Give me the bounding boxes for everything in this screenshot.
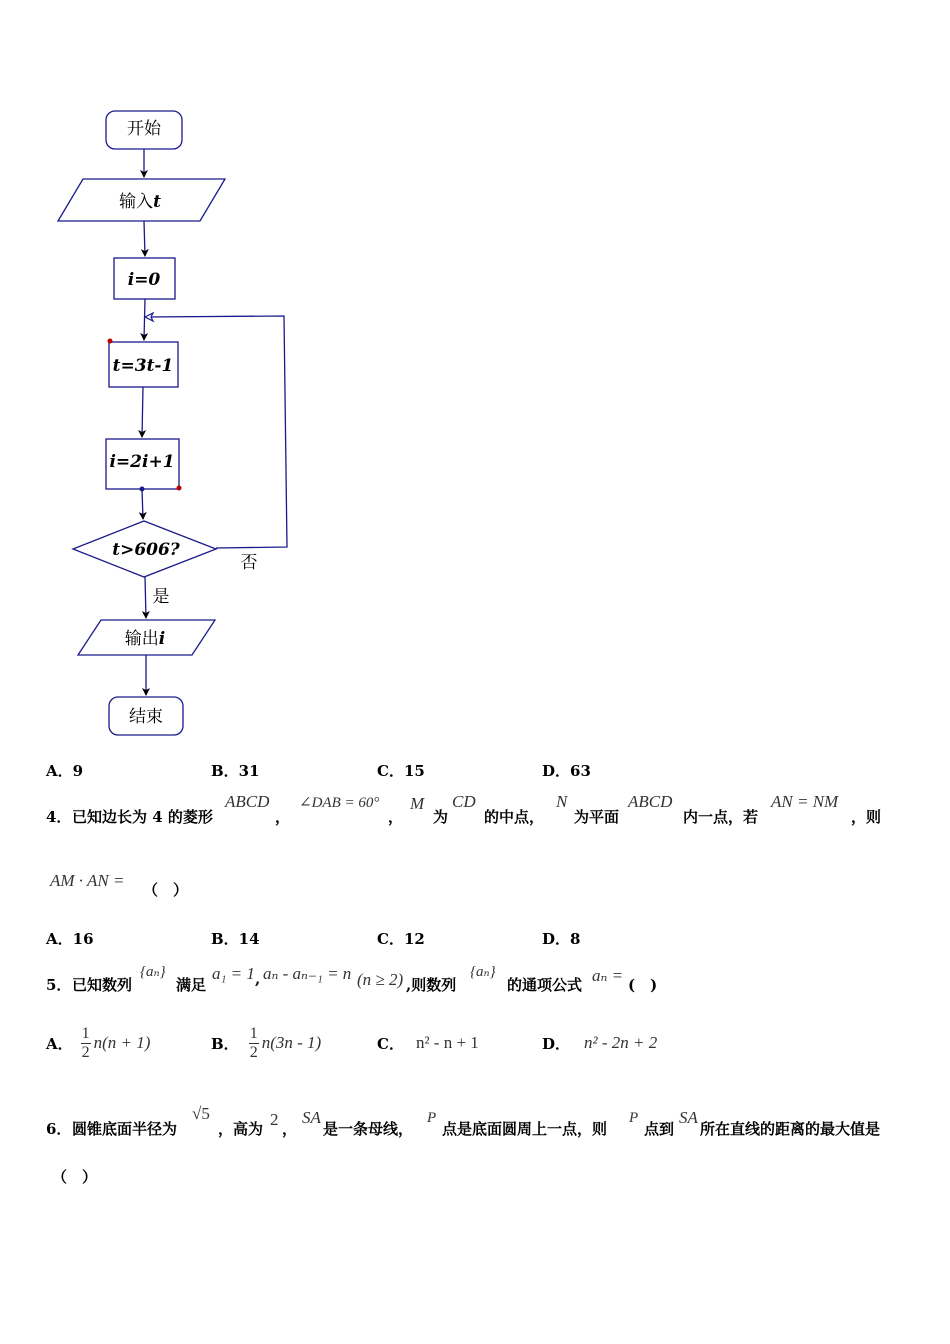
init-label: i=0 <box>127 270 161 290</box>
q5-option-c <box>377 1020 479 1066</box>
q5-option-a-expr: n(n + 1) <box>93 1033 151 1052</box>
output-var: i <box>158 629 166 649</box>
output-label: 输出 <box>124 629 159 649</box>
q6-text-7: 所在直线的距离的最大值是 <box>700 1120 881 1138</box>
q6-height: 2 <box>270 1110 279 1129</box>
q4-text-1: 已知边长为 4 的菱形 <box>72 808 213 826</box>
dot-marker <box>177 486 182 491</box>
q4-math-dot: AM · AN = <box>50 871 125 890</box>
q5-option-b-expr: n(3n - 1) <box>261 1033 322 1052</box>
q4-text-7: 内一点，若 <box>683 808 759 826</box>
input-var: t <box>153 192 161 212</box>
q4-text-4: 为 <box>433 808 449 826</box>
q6-text-2: ，高为 <box>218 1120 264 1138</box>
dot-marker <box>108 339 113 344</box>
q5-option-d-label: D． <box>542 1034 571 1053</box>
q4-math-m: M <box>410 794 425 813</box>
start-label: 开始 <box>127 119 161 139</box>
q6-text-6: 点到 <box>644 1120 675 1138</box>
q5-cond-2: aₙ - aₙ₋₁ = n <box>263 964 352 983</box>
flowchart <box>0 0 330 750</box>
step1-label: t=3t-1 <box>112 356 174 376</box>
arrow-step2-cond <box>142 489 143 519</box>
q3-option-a: A．9 <box>46 762 84 780</box>
q5-seq: {aₙ} <box>140 964 166 980</box>
fraction-denominator: 2 <box>249 1043 258 1061</box>
q5-comma: , <box>255 970 261 988</box>
q4-text-8: ，则 <box>851 808 882 826</box>
arrow-input-init <box>144 221 145 256</box>
arrow-cond-output <box>145 577 146 618</box>
q5-option-b-fraction <box>249 1025 259 1062</box>
q4-math-abcd-2: ABCD <box>628 792 673 811</box>
q5-text-1: 已知数列 <box>72 976 133 994</box>
q4-number: 4． <box>46 808 72 826</box>
q6-text-8: （ ） <box>52 1168 98 1186</box>
q3-option-d: D．63 <box>542 762 591 780</box>
q4-option-d: D．8 <box>542 930 581 948</box>
q6-number: 6． <box>46 1120 72 1138</box>
q6-text-1: 圆锥底面半径为 <box>72 1120 178 1138</box>
q4-math-angle: ∠DAB = 60° <box>299 795 380 811</box>
q5-option-a-label: A． <box>46 1034 73 1053</box>
fraction-numerator: 1 <box>249 1024 258 1042</box>
q4-math-abcd: ABCD <box>225 792 270 811</box>
q4-math-n: N <box>556 792 568 811</box>
step2-label: i=2i+1 <box>109 452 175 472</box>
q5-text-4: 的通项公式 <box>507 976 583 994</box>
q6-text-5: 点是底面圆周上一点，则 <box>442 1120 608 1138</box>
q6-radius: √5 <box>192 1104 210 1123</box>
q6-text-3: ， <box>282 1120 298 1138</box>
q5-an: aₙ = <box>592 966 624 985</box>
q5-text-5: ( ) <box>628 976 658 994</box>
q4-text-3: ， <box>388 808 404 826</box>
q5-option-c-label: C． <box>377 1034 404 1053</box>
arrow-step1-step2 <box>142 387 143 437</box>
q4-option-c: C．12 <box>377 930 425 948</box>
q6-text-4: 是一条母线， <box>323 1120 414 1138</box>
q5-option-c-expr: n² - n + 1 <box>415 1033 479 1052</box>
q5-option-d <box>542 1020 657 1066</box>
fraction-numerator: 1 <box>81 1024 90 1042</box>
q4-text-5: 的中点， <box>484 808 545 826</box>
condition-label: t>606? <box>112 540 180 560</box>
q5-option-a <box>46 1020 150 1066</box>
q5-text-3: ,则数列 <box>406 976 457 994</box>
q5-cond-1: a₁ = 1 <box>212 964 255 983</box>
q5-option-d-expr: n² - 2n + 2 <box>584 1033 658 1052</box>
q3-option-c: C．15 <box>377 762 425 780</box>
q4-math-an-nm: AN = NM <box>771 792 839 811</box>
q4-text-9: （ ） <box>143 881 189 899</box>
q4-text-6: 为平面 <box>574 808 620 826</box>
q3-option-b: B．31 <box>211 762 260 780</box>
loop-line <box>145 316 287 548</box>
end-label: 结束 <box>129 707 163 727</box>
q4-text-2: ， <box>275 808 291 826</box>
q6-sa: SA <box>302 1108 321 1127</box>
q4-option-a: A．16 <box>46 930 94 948</box>
no-label: 否 <box>240 553 258 573</box>
q5-text-2: 满足 <box>176 976 207 994</box>
q6-p: P <box>427 1110 437 1126</box>
yes-label: 是 <box>152 587 170 607</box>
input-text <box>119 192 161 212</box>
fraction-denominator: 2 <box>81 1043 90 1061</box>
q5-option-b <box>211 1020 321 1066</box>
input-label: 输入 <box>119 192 154 212</box>
q5-option-b-label: B． <box>211 1034 239 1053</box>
q4-math-cd: CD <box>452 792 476 811</box>
q6-p-2: P <box>629 1110 639 1126</box>
q5-option-a-fraction <box>81 1025 91 1062</box>
q4-option-b: B．14 <box>211 930 260 948</box>
q6-sa-2: SA <box>679 1108 698 1127</box>
q5-seq-2: {aₙ} <box>470 964 496 980</box>
output-text <box>125 629 165 649</box>
dot-marker <box>140 487 145 492</box>
q5-cond-3: (n ≥ 2) <box>357 970 404 989</box>
arrow-init-step1 <box>144 299 145 340</box>
q5-number: 5． <box>46 976 72 994</box>
